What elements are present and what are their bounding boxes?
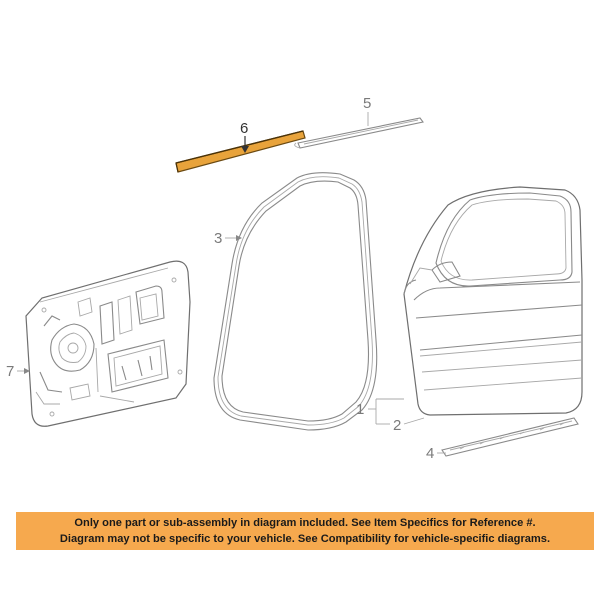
part-6-belt-molding[interactable]: [176, 131, 305, 172]
callout-4-label: 4: [426, 445, 435, 462]
part-4-rocker-molding[interactable]: [442, 418, 578, 456]
callout-5: [363, 95, 371, 126]
part-7-inner-panel[interactable]: [26, 261, 190, 426]
callout-4: [426, 445, 446, 462]
callout-7: [6, 363, 30, 380]
callout-7-label: 7: [6, 363, 15, 380]
callout-5-label: 5: [363, 95, 372, 112]
disclaimer-line-2: Diagram may not be specific to your vehicle. See Compatibility for vehicle-specific diagrams.: [59, 533, 551, 545]
disclaimer-line-1: Only one part or sub-assembly in diagram included. See Item Specifics for Reference #.: [74, 517, 536, 529]
callout-6-label: 6: [240, 120, 249, 137]
part-1-door-shell[interactable]: [404, 187, 582, 415]
callout-2-label: 2: [393, 417, 402, 434]
part-5-outer-molding[interactable]: [295, 118, 423, 148]
disclaimer-banner: [16, 512, 594, 550]
callout-3: [214, 230, 242, 247]
callout-1-label: 1: [356, 401, 365, 418]
callout-3-label: 3: [214, 230, 223, 247]
part-3-weatherstrip[interactable]: [214, 173, 377, 430]
callout-2: [376, 417, 424, 434]
